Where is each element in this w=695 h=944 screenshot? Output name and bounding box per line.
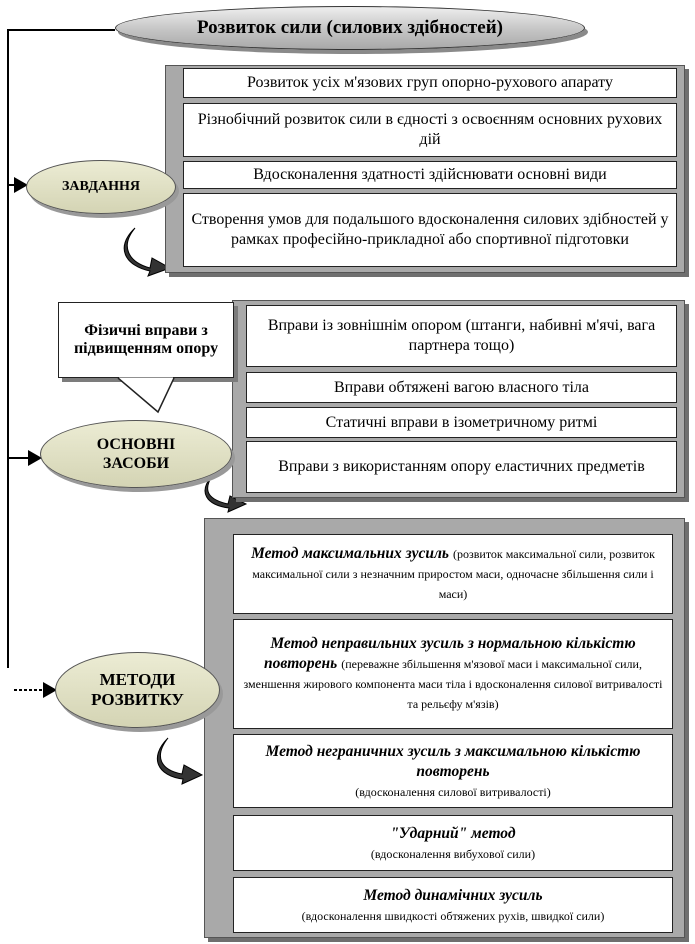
methods-label-oval	[55, 652, 220, 728]
method-title: Метод динамічних зусиль	[363, 886, 543, 904]
method-item	[233, 619, 673, 729]
task-item: Створення умов для подальшого вдосконалення силових здібностей у рамках професійно-прикладної або спортивної підготовки	[183, 193, 677, 267]
method-item	[233, 815, 673, 871]
means-label: ОСНОВНІ ЗАСОБИ	[96, 435, 176, 472]
method-item	[233, 734, 673, 808]
means-item: Вправи обтяжені вагою власного тіла	[246, 372, 677, 403]
tasks-label: ЗАВДАННЯ	[62, 179, 140, 194]
means-item: Вправи з використанням опору еластичних предметів	[246, 441, 677, 493]
task-item: Вдосконалення здатності здійснювати основні види	[183, 161, 677, 189]
means-item: Вправи із зовнішнім опором (штанги, набивні м'ячі, вага партнера тощо)	[246, 305, 677, 367]
methods-label: МЕТОДИ РОЗВИТКУ	[91, 669, 184, 709]
method-desc: (вдосконалення силової витривалості)	[355, 784, 551, 799]
method-title: Метод неграничних зусиль з максимальною кількістю повторень	[265, 743, 641, 780]
method-desc: (розвиток максимальної сили, розвиток максимальної сили з незначним приростом маси, одночасне збільшення сили і маси)	[252, 547, 655, 601]
method-item	[233, 877, 673, 933]
method-title: Метод максимальних зусиль	[251, 545, 450, 562]
means-item: Статичні вправи в ізометричному ритмі	[246, 407, 677, 438]
method-desc: (переважне збільшення м'язової маси і максимальної сили, зменшення жирового компонента маси тіла і вдосконалення силової витривалості та рельєфу м'язів)	[243, 657, 663, 711]
means-callout-text: Фізичні вправи з підвищенням опору	[73, 322, 219, 357]
task-item: Розвиток усіх м'язових груп опорно-рухового апарату	[183, 68, 677, 98]
method-title: "Ударний" метод	[390, 824, 516, 842]
method-title: Метод неправильних зусиль з нормальною кількістю повторень	[264, 635, 636, 672]
method-desc: (вдосконалення вибухової сили)	[370, 847, 536, 862]
method-item	[233, 534, 673, 614]
diagram-title-text: Розвиток сили (силових здібностей)	[197, 17, 503, 38]
task-item: Різнобічний розвиток сили в єдності з освоєнням основних рухових дій	[183, 103, 677, 157]
method-desc: (вдосконалення швидкості обтяжених рухів, швидкої сили)	[301, 909, 605, 924]
means-label-oval	[40, 420, 232, 488]
